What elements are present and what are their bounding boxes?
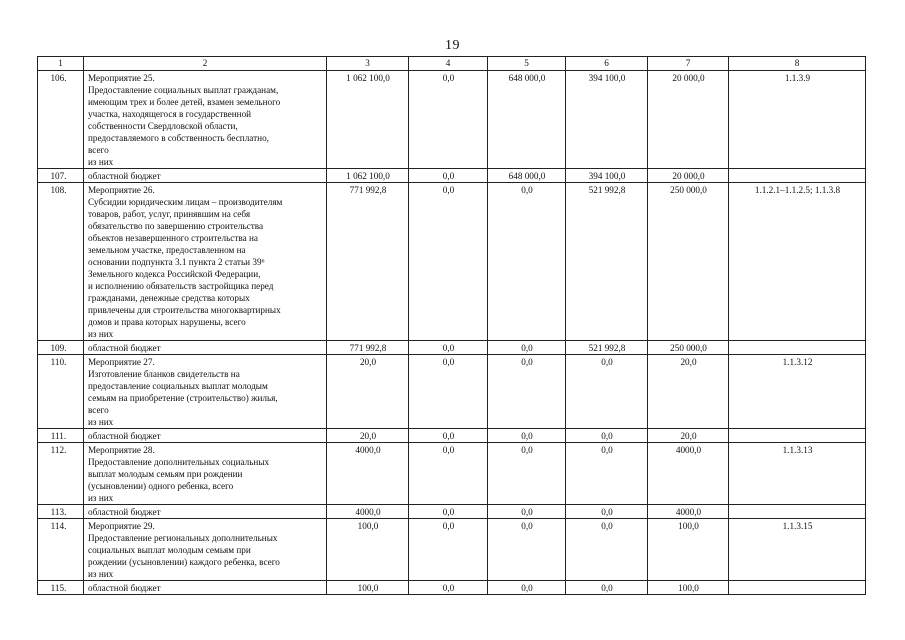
year-amount-cell: 521 992,8: [566, 341, 648, 355]
description-line: Земельного кодекса Российской Федерации,: [88, 269, 261, 279]
table-row: [38, 429, 866, 443]
year-amount-cell: 20,0: [648, 355, 729, 429]
year-amount-cell: 100,0: [648, 581, 729, 595]
year-amount-cell: 0,0: [409, 505, 488, 519]
description-line: земельном участке, предоставленном на: [88, 245, 246, 255]
description-line: предоставляемого в собственность бесплатно,: [88, 133, 269, 143]
header-cell: 4: [409, 57, 488, 71]
description-cell: [84, 581, 327, 595]
description-line: областной бюджет: [88, 343, 161, 353]
year-amount-cell: 648 000,0: [488, 169, 566, 183]
year-amount-cell: 20 000,0: [648, 169, 729, 183]
total-amount-cell: 4000,0: [327, 443, 409, 505]
table-row: [38, 341, 866, 355]
description-line: Изготовление бланков свидетельств на: [88, 369, 240, 379]
description-cell: [84, 429, 327, 443]
description-line: из них: [88, 417, 114, 427]
year-amount-cell: 0,0: [488, 443, 566, 505]
table-row: [38, 443, 866, 505]
budget-table: [37, 56, 866, 595]
description-line: областной бюджет: [88, 171, 161, 181]
year-amount-cell: 0,0: [488, 519, 566, 581]
description-line: предоставление социальных выплат молодым: [88, 381, 268, 391]
year-amount-cell: 0,0: [409, 169, 488, 183]
year-amount-cell: 20 000,0: [648, 71, 729, 169]
total-amount-cell: 4000,0: [327, 505, 409, 519]
target-indicator-cell: 1.1.3.9: [729, 71, 866, 169]
table-row: [38, 355, 866, 429]
header-cell: 7: [648, 57, 729, 71]
target-indicator-cell: 1.1.3.15: [729, 519, 866, 581]
description-line: семьям на приобретение (строительство) жилья,: [88, 393, 278, 403]
row-number-cell: 108.: [38, 183, 84, 341]
description-line: рождении (усыновлении) каждого ребенка, всего: [88, 557, 280, 567]
description-line: и исполнению обязательств застройщика перед: [88, 281, 274, 291]
description-cell: [84, 71, 327, 169]
description-line: Мероприятие 28.: [88, 445, 155, 455]
table-row: [38, 169, 866, 183]
description-line: социальных выплат молодым семьям при: [88, 545, 251, 555]
description-cell: [84, 341, 327, 355]
description-cell: [84, 169, 327, 183]
target-indicator-cell: [729, 581, 866, 595]
target-indicator-cell: 1.1.2.1–1.1.2.5; 1.1.3.8: [729, 183, 866, 341]
description-line: товаров, работ, услуг, принявшим на себя: [88, 209, 251, 219]
description-cell: [84, 519, 327, 581]
year-amount-cell: 0,0: [488, 505, 566, 519]
row-number-cell: 110.: [38, 355, 84, 429]
target-indicator-cell: 1.1.3.12: [729, 355, 866, 429]
description-line: областной бюджет: [88, 583, 161, 593]
target-indicator-cell: [729, 341, 866, 355]
year-amount-cell: 0,0: [409, 581, 488, 595]
description-line: Мероприятие 26.: [88, 185, 155, 195]
header-cell: 3: [327, 57, 409, 71]
row-number-cell: 114.: [38, 519, 84, 581]
description-line: домов и права которых нарушены, всего: [88, 317, 246, 327]
description-line: Предоставление социальных выплат гражданам,: [88, 85, 279, 95]
description-line: Мероприятие 25.: [88, 73, 155, 83]
year-amount-cell: 0,0: [488, 429, 566, 443]
row-number-cell: 111.: [38, 429, 84, 443]
year-amount-cell: 4000,0: [648, 443, 729, 505]
year-amount-cell: 0,0: [566, 519, 648, 581]
year-amount-cell: 0,0: [566, 443, 648, 505]
year-amount-cell: 0,0: [409, 429, 488, 443]
description-line: (усыновлении) одного ребенка, всего: [88, 481, 234, 491]
description-line: собственности Свердловской области,: [88, 121, 238, 131]
description-cell: [84, 505, 327, 519]
table-row: [38, 183, 866, 341]
description-line: имеющим трех и более детей, взамен земельного: [88, 97, 281, 107]
year-amount-cell: 648 000,0: [488, 71, 566, 169]
description-line: Мероприятие 29.: [88, 521, 155, 531]
year-amount-cell: 0,0: [409, 355, 488, 429]
header-cell: 6: [566, 57, 648, 71]
description-line: из них: [88, 329, 114, 339]
year-amount-cell: 0,0: [409, 341, 488, 355]
description-line: Субсидии юридическим лицам – производителям: [88, 197, 283, 207]
row-number-cell: 106.: [38, 71, 84, 169]
year-amount-cell: 0,0: [566, 355, 648, 429]
year-amount-cell: 0,0: [409, 183, 488, 341]
year-amount-cell: 0,0: [488, 341, 566, 355]
header-cell: 1: [38, 57, 84, 71]
description-line: обязательство по завершению строительства: [88, 221, 264, 231]
description-line: привлечены для строительства многоквартирных: [88, 305, 281, 315]
year-amount-cell: 521 992,8: [566, 183, 648, 341]
description-line: Мероприятие 27.: [88, 357, 155, 367]
table-row: [38, 71, 866, 169]
description-line: Предоставление региональных дополнительных: [88, 533, 278, 543]
description-line: из них: [88, 493, 114, 503]
total-amount-cell: 100,0: [327, 581, 409, 595]
total-amount-cell: 771 992,8: [327, 183, 409, 341]
year-amount-cell: 0,0: [488, 183, 566, 341]
description-line: основании подпункта 3.1 пункта 2 статьи 39⁶: [88, 257, 265, 267]
year-amount-cell: 0,0: [488, 355, 566, 429]
row-number-cell: 112.: [38, 443, 84, 505]
year-amount-cell: 250 000,0: [648, 341, 729, 355]
year-amount-cell: 0,0: [409, 519, 488, 581]
description-line: гражданами, денежные средства которых: [88, 293, 250, 303]
header-row: [38, 57, 866, 71]
table-row: [38, 519, 866, 581]
year-amount-cell: 394 100,0: [566, 169, 648, 183]
target-indicator-cell: 1.1.3.13: [729, 443, 866, 505]
year-amount-cell: 0,0: [566, 505, 648, 519]
description-line: всего: [88, 145, 109, 155]
target-indicator-cell: [729, 505, 866, 519]
table-row: [38, 505, 866, 519]
year-amount-cell: 0,0: [488, 581, 566, 595]
total-amount-cell: 1 062 100,0: [327, 71, 409, 169]
description-line: областной бюджет: [88, 507, 161, 517]
description-line: из них: [88, 157, 114, 167]
total-amount-cell: 1 062 100,0: [327, 169, 409, 183]
row-number-cell: 109.: [38, 341, 84, 355]
description-line: из них: [88, 569, 114, 579]
year-amount-cell: 100,0: [648, 519, 729, 581]
total-amount-cell: 20,0: [327, 429, 409, 443]
description-cell: [84, 443, 327, 505]
description-line: Предоставление дополнительных социальных: [88, 457, 270, 467]
year-amount-cell: 394 100,0: [566, 71, 648, 169]
year-amount-cell: 250 000,0: [648, 183, 729, 341]
description-line: областной бюджет: [88, 431, 161, 441]
description-line: выплат молодым семьям при рождении: [88, 469, 243, 479]
header-cell: 8: [729, 57, 866, 71]
total-amount-cell: 771 992,8: [327, 341, 409, 355]
year-amount-cell: 0,0: [566, 581, 648, 595]
target-indicator-cell: [729, 169, 866, 183]
description-line: объектов незавершенного строительства на: [88, 233, 258, 243]
year-amount-cell: 4000,0: [648, 505, 729, 519]
header-cell: 5: [488, 57, 566, 71]
description-cell: [84, 183, 327, 341]
row-number-cell: 115.: [38, 581, 84, 595]
description-cell: [84, 355, 327, 429]
target-indicator-cell: [729, 429, 866, 443]
table-row: [38, 581, 866, 595]
year-amount-cell: 0,0: [566, 429, 648, 443]
year-amount-cell: 20,0: [648, 429, 729, 443]
row-number-cell: 113.: [38, 505, 84, 519]
table-body: [38, 57, 866, 595]
total-amount-cell: 20,0: [327, 355, 409, 429]
page-number: 19: [445, 38, 460, 53]
total-amount-cell: 100,0: [327, 519, 409, 581]
description-line: всего: [88, 405, 109, 415]
row-number-cell: 107.: [38, 169, 84, 183]
year-amount-cell: 0,0: [409, 71, 488, 169]
description-line: участка, находящегося в государственной: [88, 109, 252, 119]
year-amount-cell: 0,0: [409, 443, 488, 505]
header-cell: 2: [84, 57, 327, 71]
